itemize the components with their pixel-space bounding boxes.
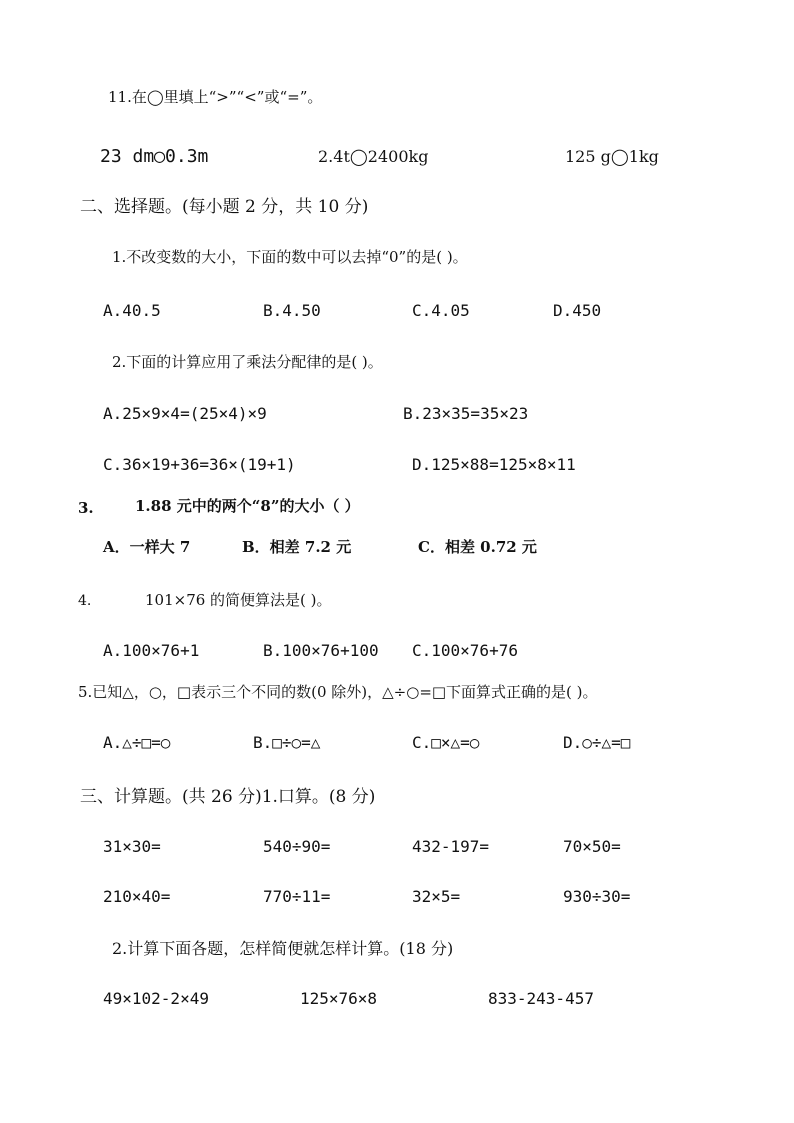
- oral-item: 540÷90=: [263, 837, 331, 856]
- s2-q3-option-b: B．相差 7.2 元: [242, 538, 352, 556]
- section2-heading: 二、选择题。(每小题 2 分，共 10 分): [80, 197, 369, 217]
- s2-q2-option-c: C.36×19+36=36×(19+1): [103, 455, 296, 474]
- s2-q5-option-c: C.□×△=○: [412, 733, 480, 752]
- calc-item: 49×102-2×49: [103, 989, 209, 1008]
- s2-q4-text: 101×76 的简便算法是( )。: [145, 591, 332, 609]
- s2-q1-option-b: B.4.50: [263, 301, 321, 320]
- oral-item: 31×30=: [103, 837, 161, 856]
- s2-q1-option-d: D.450: [553, 301, 602, 320]
- calc-item: 833-243-457: [488, 989, 594, 1008]
- oral-item: 770÷11=: [263, 887, 331, 906]
- oral-item: 432-197=: [412, 837, 490, 856]
- s2-q3-option-c: C．相差 0.72 元: [418, 538, 537, 556]
- s2-q2-text: 2.下面的计算应用了乘法分配律的是( )。: [112, 353, 383, 371]
- s2-q1-option-a: A.40.5: [103, 301, 161, 320]
- oral-item: 70×50=: [563, 837, 621, 856]
- q11-item-3: 125 g◯1kg: [565, 147, 659, 166]
- s2-q5-option-b: B.□÷○=△: [253, 733, 321, 752]
- s2-q2-option-b: B.23×35=35×23: [403, 404, 529, 423]
- s2-q5-text: 5.已知△，○，□表示三个不同的数(0 除外)，△÷○=□下面算式正确的是( )。: [78, 683, 598, 701]
- s2-q4-number: 4.: [78, 593, 92, 609]
- s2-q4-option-c: C.100×76+76: [412, 641, 518, 660]
- s3-q2-text: 2.计算下面各题，怎样简便就怎样计算。(18 分): [112, 939, 454, 958]
- q11-item-2: 2.4t◯2400kg: [318, 147, 429, 166]
- oral-item: 210×40=: [103, 887, 171, 906]
- s2-q3-number: 3.: [78, 499, 94, 517]
- oral-item: 930÷30=: [563, 887, 631, 906]
- s2-q1-text: 1.不改变数的大小，下面的数中可以去掉“0”的是( )。: [112, 248, 468, 266]
- s2-q3-text: 1.88 元中的两个“8”的大小（ ）: [135, 497, 360, 515]
- calc-item: 125×76×8: [300, 989, 378, 1008]
- s2-q4-option-b: B.100×76+100: [263, 641, 379, 660]
- q11-prompt: 11.在◯里填上“>”“<”或“=”。: [108, 88, 323, 106]
- s2-q1-option-c: C.4.05: [412, 301, 470, 320]
- s2-q2-option-d: D.125×88=125×8×11: [412, 455, 576, 474]
- s2-q5-option-d: D.○÷△=□: [563, 733, 631, 752]
- oral-item: 32×5=: [412, 887, 461, 906]
- section3-heading: 三、计算题。(共 26 分)1.口算。(8 分): [80, 787, 376, 807]
- q11-item-1: 23 dm◯0.3m: [100, 146, 209, 167]
- s2-q3-option-a: A．一样大 7: [103, 538, 191, 556]
- s2-q4-option-a: A.100×76+1: [103, 641, 200, 660]
- s2-q5-option-a: A.△÷□=○: [103, 733, 171, 752]
- s2-q2-option-a: A.25×9×4=(25×4)×9: [103, 404, 267, 423]
